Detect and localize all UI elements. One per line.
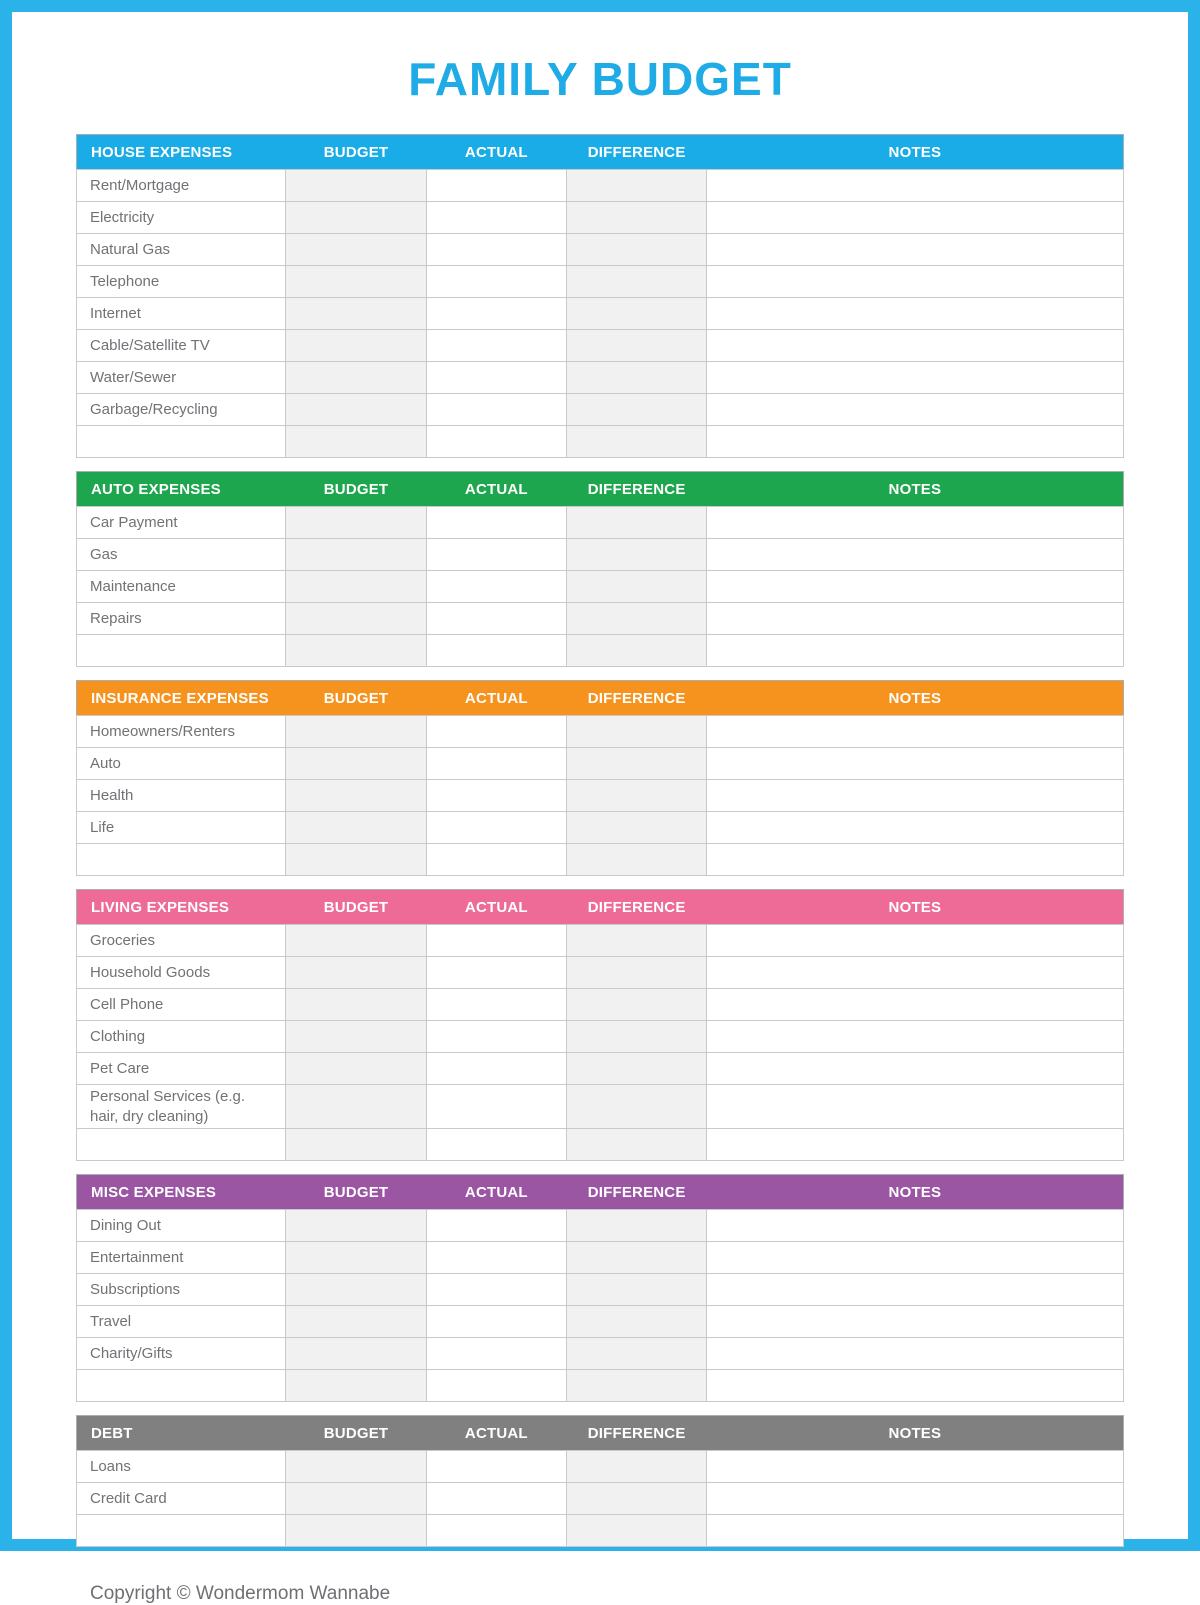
difference-cell [566, 507, 706, 539]
row-label: Household Goods [77, 957, 286, 989]
table-row [77, 571, 1124, 603]
budget-sections [76, 134, 1124, 1547]
notes-cell [707, 539, 1124, 571]
table-row [77, 539, 1124, 571]
column-header-actual: ACTUAL [426, 1416, 566, 1451]
actual-cell [426, 426, 566, 458]
column-header-notes: NOTES [707, 1175, 1124, 1210]
actual-cell [426, 716, 566, 748]
row-label: Telephone [77, 266, 286, 298]
row-label: Groceries [77, 925, 286, 957]
difference-cell [566, 234, 706, 266]
difference-cell [566, 1451, 706, 1483]
column-header-actual: ACTUAL [426, 472, 566, 507]
column-header-difference: DIFFERENCE [566, 472, 706, 507]
column-header-budget: BUDGET [286, 1416, 426, 1451]
notes-cell [707, 362, 1124, 394]
column-header-difference: DIFFERENCE [566, 681, 706, 716]
difference-cell [566, 1370, 706, 1402]
budget-cell [286, 330, 426, 362]
actual-cell [426, 1515, 566, 1547]
column-header-actual: ACTUAL [426, 681, 566, 716]
budget-section-living-expenses [76, 889, 1124, 1161]
column-header-actual: ACTUAL [426, 135, 566, 170]
budget-section-debt [76, 1415, 1124, 1547]
actual-cell [426, 394, 566, 426]
budget-cell [286, 1483, 426, 1515]
actual-cell [426, 1210, 566, 1242]
actual-cell [426, 571, 566, 603]
row-label: Personal Services (e.g. hair, dry cleaning) [77, 1085, 286, 1129]
notes-cell [707, 170, 1124, 202]
row-label: Internet [77, 298, 286, 330]
notes-cell [707, 1274, 1124, 1306]
section-title: DEBT [77, 1416, 286, 1451]
budget-cell [286, 266, 426, 298]
notes-cell [707, 989, 1124, 1021]
column-header-actual: ACTUAL [426, 1175, 566, 1210]
table-row [77, 234, 1124, 266]
notes-cell [707, 507, 1124, 539]
actual-cell [426, 1451, 566, 1483]
row-label: Car Payment [77, 507, 286, 539]
difference-cell [566, 716, 706, 748]
difference-cell [566, 1053, 706, 1085]
actual-cell [426, 507, 566, 539]
row-label: Cell Phone [77, 989, 286, 1021]
table-row [77, 1210, 1124, 1242]
page-title: FAMILY BUDGET [408, 53, 792, 105]
budget-cell [286, 780, 426, 812]
table-row [77, 603, 1124, 635]
difference-cell [566, 202, 706, 234]
row-label: Clothing [77, 1021, 286, 1053]
difference-cell [566, 170, 706, 202]
actual-cell [426, 1483, 566, 1515]
notes-cell [707, 780, 1124, 812]
column-header-difference: DIFFERENCE [566, 135, 706, 170]
table-row [77, 1274, 1124, 1306]
row-label: Electricity [77, 202, 286, 234]
row-label: Maintenance [77, 571, 286, 603]
row-label [77, 1129, 286, 1161]
notes-cell [707, 298, 1124, 330]
section-title: AUTO EXPENSES [77, 472, 286, 507]
notes-cell [707, 1053, 1124, 1085]
budget-section-house-expenses [76, 134, 1124, 458]
notes-cell [707, 1085, 1124, 1129]
budget-cell [286, 202, 426, 234]
notes-cell [707, 202, 1124, 234]
budget-cell [286, 603, 426, 635]
table-row [77, 1129, 1124, 1161]
notes-cell [707, 266, 1124, 298]
column-header-notes: NOTES [707, 681, 1124, 716]
table-row [77, 925, 1124, 957]
notes-cell [707, 1338, 1124, 1370]
difference-cell [566, 1021, 706, 1053]
row-label: Cable/Satellite TV [77, 330, 286, 362]
row-label: Life [77, 812, 286, 844]
budget-cell [286, 170, 426, 202]
row-label: Gas [77, 539, 286, 571]
column-header-notes: NOTES [707, 1416, 1124, 1451]
budget-section-insurance-expenses [76, 680, 1124, 876]
difference-cell [566, 1210, 706, 1242]
actual-cell [426, 1021, 566, 1053]
difference-cell [566, 603, 706, 635]
table-row [77, 507, 1124, 539]
actual-cell [426, 1242, 566, 1274]
difference-cell [566, 394, 706, 426]
row-label: Auto [77, 748, 286, 780]
notes-cell [707, 426, 1124, 458]
difference-cell [566, 426, 706, 458]
budget-cell [286, 234, 426, 266]
notes-cell [707, 1210, 1124, 1242]
table-row [77, 1021, 1124, 1053]
column-header-notes: NOTES [707, 472, 1124, 507]
row-label: Repairs [77, 603, 286, 635]
difference-cell [566, 330, 706, 362]
table-row [77, 1338, 1124, 1370]
notes-cell [707, 1370, 1124, 1402]
actual-cell [426, 1306, 566, 1338]
notes-cell [707, 925, 1124, 957]
budget-cell [286, 507, 426, 539]
difference-cell [566, 1338, 706, 1370]
budget-section-misc-expenses [76, 1174, 1124, 1402]
table-row [77, 1306, 1124, 1338]
row-label: Pet Care [77, 1053, 286, 1085]
actual-cell [426, 780, 566, 812]
budget-cell [286, 394, 426, 426]
budget-cell [286, 1053, 426, 1085]
budget-cell [286, 298, 426, 330]
column-header-actual: ACTUAL [426, 890, 566, 925]
row-label [77, 1515, 286, 1547]
row-label: Natural Gas [77, 234, 286, 266]
notes-cell [707, 603, 1124, 635]
copyright-text: Copyright © Wondermom Wannabe [90, 1583, 391, 1604]
notes-cell [707, 716, 1124, 748]
difference-cell [566, 1483, 706, 1515]
section-title: INSURANCE EXPENSES [77, 681, 286, 716]
section-header-row [77, 135, 1124, 170]
budget-cell [286, 844, 426, 876]
column-header-difference: DIFFERENCE [566, 1175, 706, 1210]
budget-cell [286, 1085, 426, 1129]
difference-cell [566, 1242, 706, 1274]
section-title: MISC EXPENSES [77, 1175, 286, 1210]
budget-cell [286, 1021, 426, 1053]
actual-cell [426, 1338, 566, 1370]
column-header-budget: BUDGET [286, 681, 426, 716]
budget-cell [286, 1210, 426, 1242]
actual-cell [426, 266, 566, 298]
table-row [77, 812, 1124, 844]
difference-cell [566, 539, 706, 571]
budget-cell [286, 716, 426, 748]
notes-cell [707, 812, 1124, 844]
difference-cell [566, 1085, 706, 1129]
table-row [77, 1085, 1124, 1129]
budget-cell [286, 635, 426, 667]
budget-cell [286, 812, 426, 844]
actual-cell [426, 635, 566, 667]
row-label: Dining Out [77, 1210, 286, 1242]
section-header-row [77, 890, 1124, 925]
actual-cell [426, 202, 566, 234]
row-label: Homeowners/Renters [77, 716, 286, 748]
row-label: Water/Sewer [77, 362, 286, 394]
table-row [77, 202, 1124, 234]
row-label: Loans [77, 1451, 286, 1483]
row-label: Rent/Mortgage [77, 170, 286, 202]
budget-cell [286, 989, 426, 1021]
notes-cell [707, 1451, 1124, 1483]
difference-cell [566, 748, 706, 780]
notes-cell [707, 1242, 1124, 1274]
section-header-row [77, 1416, 1124, 1451]
difference-cell [566, 925, 706, 957]
table-row [77, 1483, 1124, 1515]
actual-cell [426, 748, 566, 780]
budget-cell [286, 1370, 426, 1402]
column-header-budget: BUDGET [286, 890, 426, 925]
row-label: Entertainment [77, 1242, 286, 1274]
budget-cell [286, 1242, 426, 1274]
notes-cell [707, 1306, 1124, 1338]
row-label: Charity/Gifts [77, 1338, 286, 1370]
row-label [77, 426, 286, 458]
table-row [77, 748, 1124, 780]
notes-cell [707, 1483, 1124, 1515]
difference-cell [566, 989, 706, 1021]
notes-cell [707, 1515, 1124, 1547]
budget-section-auto-expenses [76, 471, 1124, 667]
actual-cell [426, 989, 566, 1021]
section-title: HOUSE EXPENSES [77, 135, 286, 170]
actual-cell [426, 1129, 566, 1161]
table-row [77, 1370, 1124, 1402]
table-row [77, 957, 1124, 989]
actual-cell [426, 330, 566, 362]
table-row [77, 1053, 1124, 1085]
table-row [77, 266, 1124, 298]
notes-cell [707, 957, 1124, 989]
difference-cell [566, 571, 706, 603]
notes-cell [707, 635, 1124, 667]
table-row [77, 635, 1124, 667]
budget-cell [286, 539, 426, 571]
notes-cell [707, 1021, 1124, 1053]
table-row [77, 1242, 1124, 1274]
table-row [77, 989, 1124, 1021]
table-row [77, 170, 1124, 202]
actual-cell [426, 234, 566, 266]
difference-cell [566, 362, 706, 394]
budget-cell [286, 957, 426, 989]
difference-cell [566, 635, 706, 667]
column-header-notes: NOTES [707, 135, 1124, 170]
table-row [77, 844, 1124, 876]
table-row [77, 780, 1124, 812]
row-label [77, 844, 286, 876]
budget-cell [286, 1338, 426, 1370]
actual-cell [426, 844, 566, 876]
row-label: Subscriptions [77, 1274, 286, 1306]
row-label [77, 1370, 286, 1402]
table-row [77, 330, 1124, 362]
notes-cell [707, 234, 1124, 266]
difference-cell [566, 1515, 706, 1547]
row-label: Garbage/Recycling [77, 394, 286, 426]
actual-cell [426, 812, 566, 844]
table-row [77, 1515, 1124, 1547]
difference-cell [566, 1274, 706, 1306]
actual-cell [426, 925, 566, 957]
column-header-difference: DIFFERENCE [566, 1416, 706, 1451]
actual-cell [426, 298, 566, 330]
column-header-notes: NOTES [707, 890, 1124, 925]
actual-cell [426, 1274, 566, 1306]
budget-cell [286, 1515, 426, 1547]
actual-cell [426, 362, 566, 394]
actual-cell [426, 957, 566, 989]
column-header-difference: DIFFERENCE [566, 890, 706, 925]
budget-cell [286, 426, 426, 458]
difference-cell [566, 957, 706, 989]
table-row [77, 298, 1124, 330]
budget-cell [286, 362, 426, 394]
notes-cell [707, 394, 1124, 426]
difference-cell [566, 1306, 706, 1338]
difference-cell [566, 298, 706, 330]
actual-cell [426, 539, 566, 571]
column-header-budget: BUDGET [286, 135, 426, 170]
table-row [77, 426, 1124, 458]
section-title: LIVING EXPENSES [77, 890, 286, 925]
notes-cell [707, 844, 1124, 876]
row-label [77, 635, 286, 667]
budget-cell [286, 1451, 426, 1483]
actual-cell [426, 170, 566, 202]
budget-cell [286, 1306, 426, 1338]
difference-cell [566, 266, 706, 298]
actual-cell [426, 603, 566, 635]
row-label: Health [77, 780, 286, 812]
budget-cell [286, 571, 426, 603]
row-label: Credit Card [77, 1483, 286, 1515]
budget-cell [286, 1129, 426, 1161]
section-header-row [77, 681, 1124, 716]
notes-cell [707, 571, 1124, 603]
notes-cell [707, 748, 1124, 780]
difference-cell [566, 780, 706, 812]
section-header-row [77, 1175, 1124, 1210]
section-header-row [77, 472, 1124, 507]
column-header-budget: BUDGET [286, 472, 426, 507]
difference-cell [566, 844, 706, 876]
actual-cell [426, 1370, 566, 1402]
difference-cell [566, 812, 706, 844]
actual-cell [426, 1085, 566, 1129]
table-row [77, 394, 1124, 426]
budget-cell [286, 748, 426, 780]
column-header-budget: BUDGET [286, 1175, 426, 1210]
table-row [77, 1451, 1124, 1483]
actual-cell [426, 1053, 566, 1085]
table-row [77, 362, 1124, 394]
difference-cell [566, 1129, 706, 1161]
table-row [77, 716, 1124, 748]
budget-cell [286, 925, 426, 957]
notes-cell [707, 330, 1124, 362]
budget-cell [286, 1274, 426, 1306]
notes-cell [707, 1129, 1124, 1161]
row-label: Travel [77, 1306, 286, 1338]
